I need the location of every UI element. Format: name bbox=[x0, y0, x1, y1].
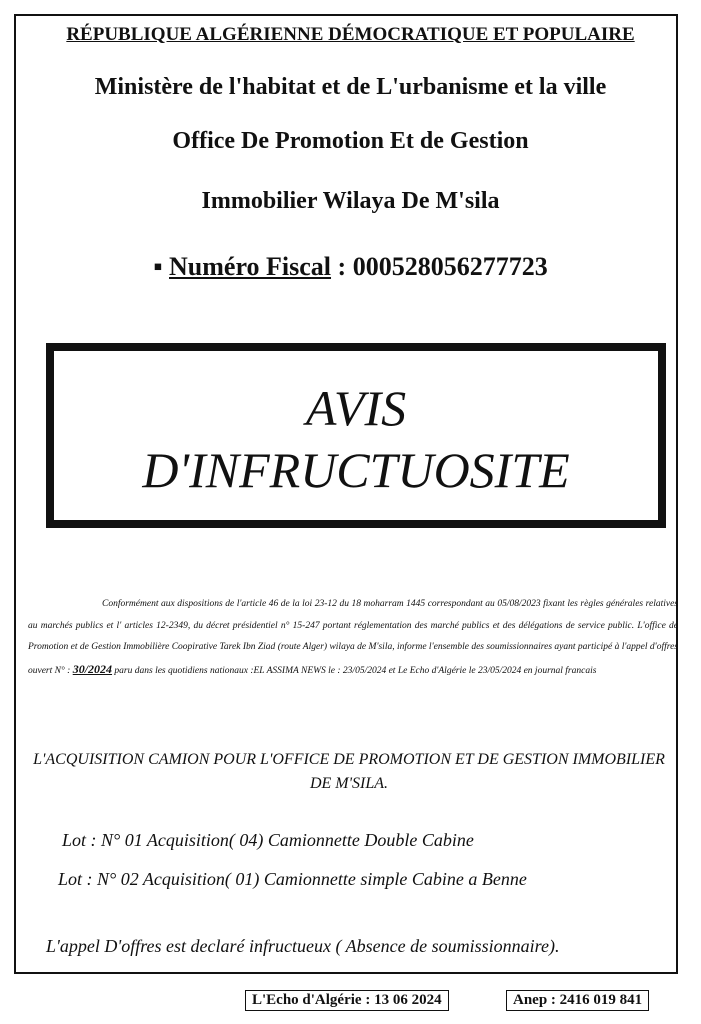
fiscal-separator: : bbox=[337, 252, 353, 281]
title-box bbox=[46, 343, 666, 528]
anep-reference: Anep : 2416 019 841 bbox=[506, 990, 649, 1011]
conclusion-statement: L'appel D'offres est declaré infructueux ( Absence de soumissionnaire). bbox=[46, 936, 560, 956]
ministry-name: Ministère de l'habitat et de L'urbanisme et la ville bbox=[94, 74, 607, 100]
tender-object: L'ACQUISITION CAMION POUR L'OFFICE DE PROMOTION ET DE GESTION IMMOBILIER DE M'SILA. bbox=[33, 751, 665, 792]
body-part2: paru dans les quotidiens nationaux :EL ASSIMA NEWS le : 23/05/2024 et Le Echo d'Algérie le 23/05/2024 en journal francais bbox=[114, 665, 597, 676]
office-name-line1: Office De Promotion Et de Gestion bbox=[172, 128, 529, 154]
fiscal-number: 000528056277723 bbox=[352, 252, 548, 281]
office-name-line2: Immobilier Wilaya De M'sila bbox=[201, 188, 500, 214]
fiscal-label: Numéro Fiscal bbox=[169, 252, 332, 281]
bullet-icon: ▪ bbox=[153, 252, 163, 281]
tender-reference: 30/2024 bbox=[72, 661, 113, 676]
notice-body bbox=[28, 594, 678, 682]
lot-item-2: Lot : N° 02 Acquisition( 01) Camionnette simple Cabine a Benne bbox=[58, 869, 527, 889]
body-part1: Conformément aux dispositions de l'article 46 de la loi 23-12 du 18 moharram 1445 correspondant au 05/08/2023 fixant les règles générales relatives au marchés publics et l' articles 12-2349, du décret présidentiel n° 15-247 portant réglementation des marché publics et des délégations de service public. L'office de Promotion et de Gestion Immobilière Coopirative Tarek Ibn Ziad (route Alger) wilaya de M'sila, informe l'ensemble des soumissionnaires ayant participé à l'appel d'offres ouvert N° : bbox=[28, 599, 678, 676]
republic-header: RÉPUBLIQUE ALGÉRIENNE DÉMOCRATIQUE ET POPULAIRE bbox=[66, 24, 635, 45]
fiscal-number-line bbox=[0, 252, 701, 282]
lot-item-1: Lot : N° 01 Acquisition( 04) Camionnette Double Cabine bbox=[62, 830, 474, 850]
publication-reference: L'Echo d'Algérie : 13 06 2024 bbox=[245, 990, 449, 1011]
title-line2: D'INFRUCTUOSITE bbox=[142, 442, 570, 498]
title-line1: AVIS bbox=[305, 380, 407, 436]
